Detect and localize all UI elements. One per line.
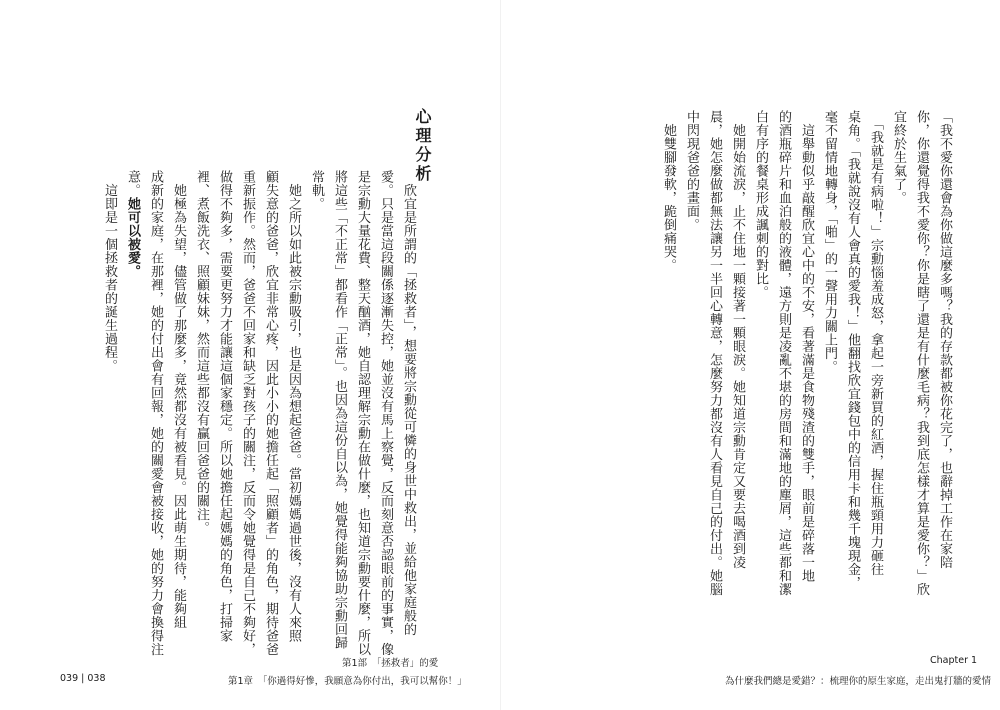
text-line: 「我就是有病啦！」宗勳惱羞成怒，拿起一旁新買的紅酒，握住瓶頸用力砸往 [868, 110, 883, 576]
text-line: 欣宜是所謂的「拯救者」，想要將宗勳從可憐的身世中救出，並給他家庭般的 [401, 170, 416, 636]
text-line: 這即是一個拯救者的誕生過程。 [102, 170, 117, 373]
text-line: 毫不留情地轉身，「啪」的一聲用力關上門。 [822, 110, 837, 374]
text-line: 常軌。 [309, 170, 324, 211]
footer-part-title: 第1部 「拯救者」的愛 [342, 658, 439, 669]
text-line: 愛。只是當這段關係逐漸失控，她並沒有馬上察覺，反而刻意否認眼前的事實，像 [378, 170, 393, 656]
chapter-label: Chapter 1 [930, 655, 978, 666]
right-page [500, 0, 1000, 710]
section-heading: 心理分析 [413, 108, 432, 184]
text-line: 白有序的餐桌形成諷刺的對比。 [753, 110, 768, 299]
right-body-text [657, 110, 956, 596]
text-line: 的酒瓶碎片和血泊般的液體，遠方則是凌亂不堪的房間和滿地的塵屑，這些都和潔 [776, 110, 791, 596]
text-line: 宜終於生氣了。 [891, 110, 906, 205]
text-line: 成新的家庭，在那裡，她的付出會有回報，她的關愛會被接收，她的努力會換得注 [148, 170, 163, 656]
footer-chapter-title: 第1章 「你過得好慘，我願意為你付出，我可以幫你！」 [228, 676, 467, 687]
text-line: 將這些「不正常」都看作「正常」。也因為這份自以為，她覺得能夠協助宗勳回歸 [332, 170, 347, 650]
text-line: 重新振作。然而，爸爸不回家和缺乏對孩子的關注，反而令她覺得是自己不夠好， [240, 170, 255, 656]
text-line: 是宗勳大量花費、整天酗酒，她自認理解宗勳在做什麼，也知道宗勳要什麼，所以 [355, 170, 370, 656]
bold-emphasis: 她可以被愛。 [125, 197, 140, 278]
text-line [121, 170, 144, 570]
left-body-text [98, 170, 420, 656]
text-line: 顧失意的爸爸，欣宜非常心疼，因此小小的她擔任起「照顧者」的角色，期待爸爸 [263, 170, 278, 656]
text-line: 這舉動似乎敲醒欣宜心中的不安，看著滿是食物殘渣的雙手，眼前是碎落一地 [799, 110, 814, 583]
text-line: 她雙腳發軟，跪倒痛哭。 [661, 110, 676, 272]
text-line: 晨，她怎麼做都無法讓另一半回心轉意，怎麼努力都沒有人看見自己的付出。她腦 [707, 110, 722, 596]
text-line: 中閃現爸爸的畫面。 [684, 110, 699, 232]
text-line: 「我不愛你還會為你做這麼多嗎？我的存款都被你花完了，也辭掉工作在家陪 [937, 110, 952, 569]
text-line: 裡、煮飯洗衣、照顧妹妹，然而這些都沒有贏回爸爸的關注。 [194, 170, 209, 535]
text-line: 桌角。「我就說沒有人會真的愛我！」他翻找欣宜錢包中的信用卡和幾千塊現金， [845, 110, 860, 590]
text-line: 她極為失望，儘管做了那麼多，竟然都沒有被看見。因此萌生期待，能夠組 [171, 170, 186, 629]
text-line: 她開始流淚，止不住地一顆接著一顆眼淚。她知道宗勳肯定又要去喝酒到凌 [730, 110, 745, 569]
text-line: 做得不夠多，需要更努力才能讓這個家穩定。所以她擔任起媽媽的角色，打掃家 [217, 170, 232, 643]
text-line: 你，你還覺得我不愛你？你是瞎了還是有什麼毛病？我到底怎樣才算是愛你？」欣 [914, 110, 929, 596]
text-fragment: 意。 [125, 170, 140, 197]
text-line: 她之所以如此被宗勳吸引，也是因為想起爸爸。當初媽媽過世後，沒有人來照 [286, 170, 301, 643]
page-numbers: 039 | 038 [60, 673, 106, 684]
book-subtitle: 為什麼我們總是愛錯？：梳理你的原生家庭，走出鬼打牆的愛情 [725, 676, 992, 687]
